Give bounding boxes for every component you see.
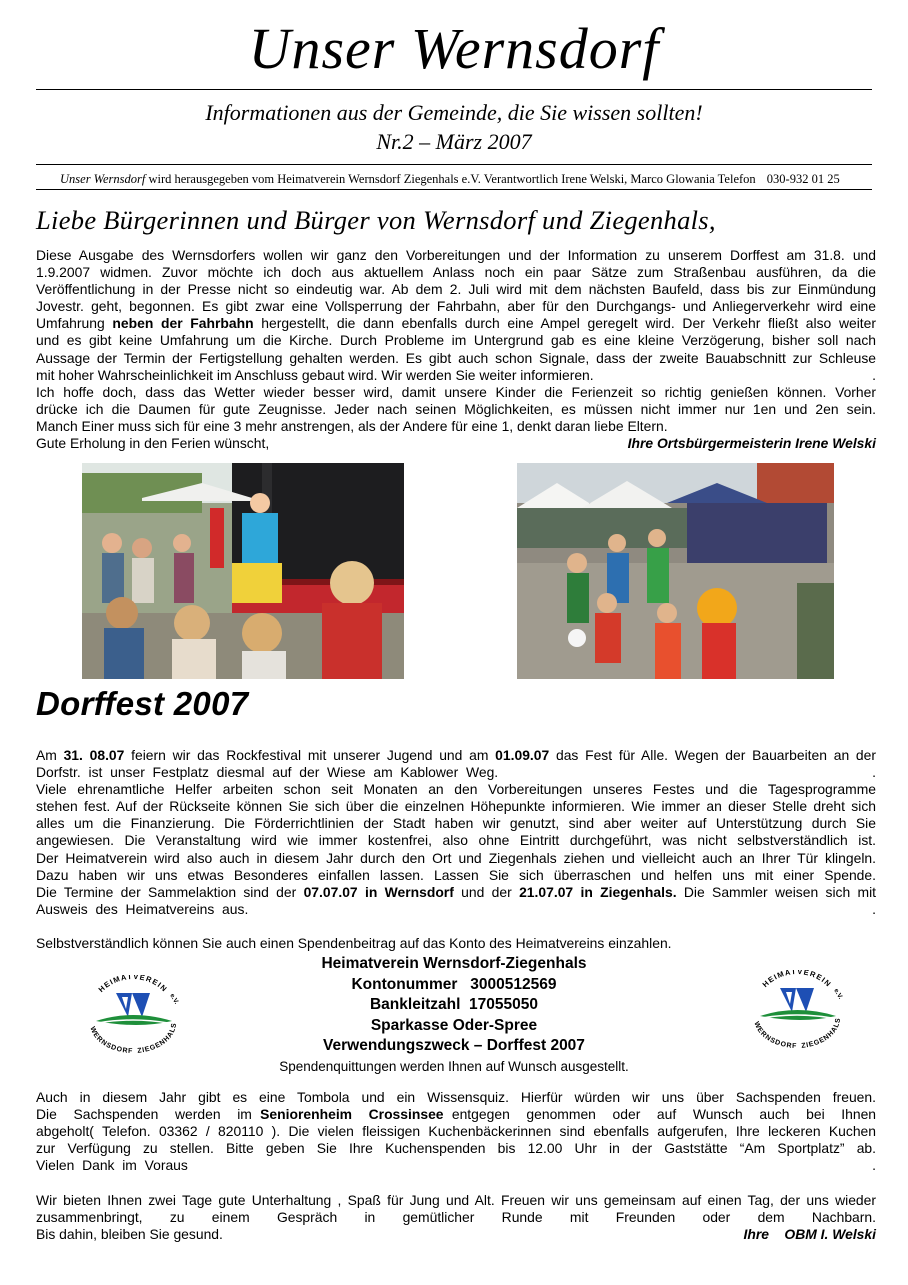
svg-text:HEIMATVEREIN: [97, 975, 170, 994]
tombola-dot: .: [872, 1157, 876, 1174]
bank-details: [200, 954, 708, 1077]
letter-body: [36, 247, 876, 452]
logo-arc-left: WERNSDORF: [88, 1025, 134, 1055]
tombola-bold: Seniorenheim Crossinsee: [260, 1106, 444, 1123]
logo-abbr: e.V.: [168, 992, 180, 1006]
imprint-phone: 030-932 01 25: [766, 172, 840, 186]
dorffest-line: [36, 884, 876, 901]
svg-text:WERNSDORF: [88, 1026, 133, 1055]
letter-dot: .: [872, 366, 876, 383]
letter-line: Diese Ausgabe des Wernsdorfers wollen wir ganz den Vorbereitungen und der Information zu unserem Dorffest am 31.8. und: [36, 247, 876, 263]
dorffest-line: stehen fest. Auf der Rückseite können Sie sich über die einzelnen Höhepunkte informieren. Wie immer an dieser Stelle dreht sich: [36, 798, 876, 815]
tombola-line: [36, 1157, 876, 1174]
letter-text: Umfahrung: [36, 315, 105, 332]
logo-arc-top: HEIMATVEREIN: [760, 970, 834, 990]
bank-account-holder: Heimatverein Wernsdorf-Ziegenhals: [321, 955, 587, 972]
dorffest-text: und der: [461, 883, 512, 900]
dorffest-text: Die Sammler weisen sich mit: [683, 883, 877, 900]
dorffest-bold: 21.07.07 in Ziegenhals.: [519, 883, 677, 900]
letter-line: Ich hoffe doch, dass das Wetter wieder besser wird, damit unsere Kinder die Ferienzeit so richtig genießen können. Vorher: [36, 383, 876, 400]
logo-abbr: e.V.: [832, 987, 844, 1001]
svg-text:HEIMATVEREIN: [761, 970, 834, 989]
letter-line: Jovestr. geht, begonnen. Es gibt zwar eine Vollsperrung der Fahrbahn, aber für den Durchgangs- und Anliegerverkehr wird eine: [36, 298, 876, 315]
letter-line: [36, 367, 876, 384]
masthead-rule-mid: [36, 164, 872, 165]
tombola-body: [36, 1089, 876, 1174]
dorffest-text: Am: [36, 747, 57, 763]
closing-body: [36, 1192, 876, 1243]
letter-line: [36, 315, 876, 332]
tombola-line: [36, 1106, 876, 1123]
tombola-text: Die Sachspenden werden im: [36, 1106, 252, 1123]
dorffest-dot: .: [872, 764, 876, 781]
bank-name: Sparkasse Oder-Spree: [370, 1016, 538, 1034]
dorffest-line: [36, 764, 876, 781]
photo-drummers-fest: [517, 463, 834, 679]
dorffest-text: feiern wir das Rockfestival mit unserer Jugend und am: [131, 747, 489, 763]
logo-arc-top: HEIMATVEREIN: [96, 975, 170, 995]
letter-line: Veröffentlichung in der Presse nicht so eindeutig war. Ab dem 2. Juli wird mit dem nächsten Baufeld, dass bis zur Einmündung: [36, 281, 876, 298]
closing-text: Bis dahin, bleiben Sie gesund.: [36, 1226, 223, 1243]
logo-arc-left: WERNSDORF: [752, 1020, 798, 1050]
svg-text:WERNSDORF: [752, 1021, 797, 1050]
tombola-line: Auch in diesem Jahr gibt es eine Tombola und ein Wissensquiz. Hierfür würden wir uns über Sachspenden freuen.: [36, 1089, 876, 1105]
letter-line: [36, 435, 876, 452]
imprint-line: [60, 170, 872, 188]
photo-clown-stage: [82, 463, 404, 679]
dorffest-bold: 01.09.07: [495, 747, 550, 763]
masthead-tagline: Informationen aus der Gemeinde, die Sie wissen sollten!: [205, 100, 703, 125]
masthead-rule-bottom: [36, 189, 872, 190]
closing-line: zusammenbringt, zu einem Gespräch in gemütlicher Runde mit Freunden oder dem Nachbarn.: [36, 1209, 876, 1226]
letter-line: drücke ich die Daumen für gute Zeugnisse. Jeder nach seinen Möglichkeiten, es müssen nicht immer nur 1en und 2en sein.: [36, 400, 876, 417]
dorffest-line: Viele ehrenamtliche Helfer arbeiten schon seit Monaten an den Vorbereitungen unseres Festes und die Tagesprogramme: [36, 781, 876, 798]
dorffest-line: Dazu haben wir uns etwas Besonderes einfallen lassen. Lassen Sie sich überraschen und helfen uns mit einer Spende.: [36, 866, 876, 883]
closing-signature: Ihre OBM I. Welski: [743, 1226, 876, 1243]
closing-line: [36, 1226, 876, 1243]
dorffest-line: [36, 901, 876, 918]
dorffest-line: [36, 747, 876, 764]
dorffest-donation-intro: Selbstverständlich können Sie auch einen Spendenbeitrag auf das Konto des Heimatvereins einzahlen.: [36, 935, 672, 951]
bank-purpose: Verwendungszweck – Dorffest 2007: [323, 1037, 585, 1054]
dorffest-line: alles um die Finanzierung. Die Förderrichtlinien der Stadt haben wir genutzt, sind aber weiter auf Unterstützung durch Sie: [36, 815, 876, 832]
tombola-line: zur Verfügung zu stellen. Bitte geben Sie Ihre Kuchenspenden bis 12.00 Uhr in der Gaststätte “Am Sportplatz” ab.: [36, 1140, 876, 1157]
dorffest-text: Die Termine der Sammelaktion sind der: [36, 883, 297, 900]
letter-text: hergestellt, die dann ebenfalls durch eine Ampel geregelt wird. Der Verkehr fließt also weiter: [261, 315, 877, 332]
tombola-text: entgegen genommen oder auf Wunsch auch bei Ihnen: [451, 1106, 877, 1123]
dorffest-heading: Dorffest 2007: [36, 685, 249, 722]
tombola-line: abgeholt( Telefon. 03362 / 820110 ). Die vielen fleissigen Kuchenbäckerinnen sind ebenfalls aufgerufen, Ihre leckeren Kuchen: [36, 1123, 876, 1140]
letter-signature: Ihre Ortsbürgermeisterin Irene Welski: [627, 435, 876, 452]
logo-arc-right: ZIEGENHALS: [801, 1017, 843, 1050]
imprint-text: wird herausgegeben vom Heimatverein Wernsdorf Ziegenhals e.V. Verantwortlich Irene Welski, Marco Glowania Telefon: [148, 172, 756, 186]
letter-line: Aussage der Termin der Fertigstellung gehalten werden. Es gibt auch schon Signale, dass der zweite Bauabschnitt zur Schleuse: [36, 349, 876, 366]
bank-receipt-note: Spendenquittungen werden Ihnen auf Wunsch ausgestellt.: [279, 1058, 629, 1074]
dorffest-line: Der Heimatverein wird also auch in diesem Jahr durch den Ort und Ziegenhals ziehen und vielleicht auch an Ihrer Tür klingeln.: [36, 849, 876, 866]
dorffest-bold: 07.07.07 in Wernsdorf: [303, 883, 454, 900]
letter-line: Manch Einer muss sich für eine 3 mehr anstrengen, als der Andere für eine 1, denkt daran liebe Eltern.: [36, 417, 668, 434]
dorffest-text: Dorfstr. ist unser Festplatz diesmal auf der Wiese am Kablower Weg.: [36, 764, 499, 781]
masthead-rule-top: [36, 89, 872, 90]
tombola-text: Vielen Dank im Voraus: [36, 1157, 188, 1174]
dorffest-text: Ausweis des Heimatvereins aus.: [36, 900, 249, 917]
bank-account-number: Kontonummer 3000512569: [351, 975, 557, 993]
letter-line: 1.9.2007 widmen. Zuvor möchte ich doch aus aktuellem Anlass noch ein paar Sätze zum Straßenbau ausführen, da die: [36, 264, 876, 281]
dorffest-bold: 31. 08.07: [63, 747, 125, 763]
letter-salutation: Liebe Bürgerinnen und Bürger von Wernsdorf und Ziegenhals,: [36, 205, 716, 235]
letter-text: mit hoher Wahrscheinlichkeit im Anschluss gebaut wird. Wir werden Sie weiter informieren.: [36, 366, 594, 383]
closing-line: Wir bieten Ihnen zwei Tage gute Unterhaltung , Spaß für Jung und Alt. Freuen wir uns gemeinsam auf einen Tag, der uns wieder: [36, 1192, 876, 1208]
imprint-brand: Unser Wernsdorf: [60, 172, 146, 186]
heimatverein-logo-icon: [78, 975, 188, 1055]
dorffest-text: das Fest für Alle. Wegen der Bauarbeiten an der: [555, 747, 876, 763]
svg-text:ZIEGENHALS: [801, 1017, 842, 1050]
dorffest-line: angewiesen. Die Veranstaltung wird wie immer kostenfrei, also ohne Eintritt durchgeführt, was nicht selbstverständlich ist.: [36, 832, 876, 849]
letter-line: und es gibt keine Umfahrung um die Kirche. Durch Probleme im Untergrund gab es eine kleine Verzögerung, bisher soll nach: [36, 332, 876, 349]
letter-text: Gute Erholung in den Ferien wünscht,: [36, 435, 270, 452]
letter-bold: neben der Fahrbahn: [112, 315, 254, 332]
masthead-issue: Nr.2 – März 2007: [376, 129, 532, 154]
dorffest-dot: .: [872, 900, 876, 917]
heimatverein-logo-icon: [742, 970, 852, 1050]
svg-text:ZIEGENHALS: [137, 1022, 178, 1055]
logo-arc-right: ZIEGENHALS: [137, 1022, 179, 1055]
dorffest-body: [36, 747, 876, 918]
bank-code: Bankleitzahl 17055050: [369, 996, 539, 1013]
masthead-title: Unser Wernsdorf: [248, 16, 660, 81]
